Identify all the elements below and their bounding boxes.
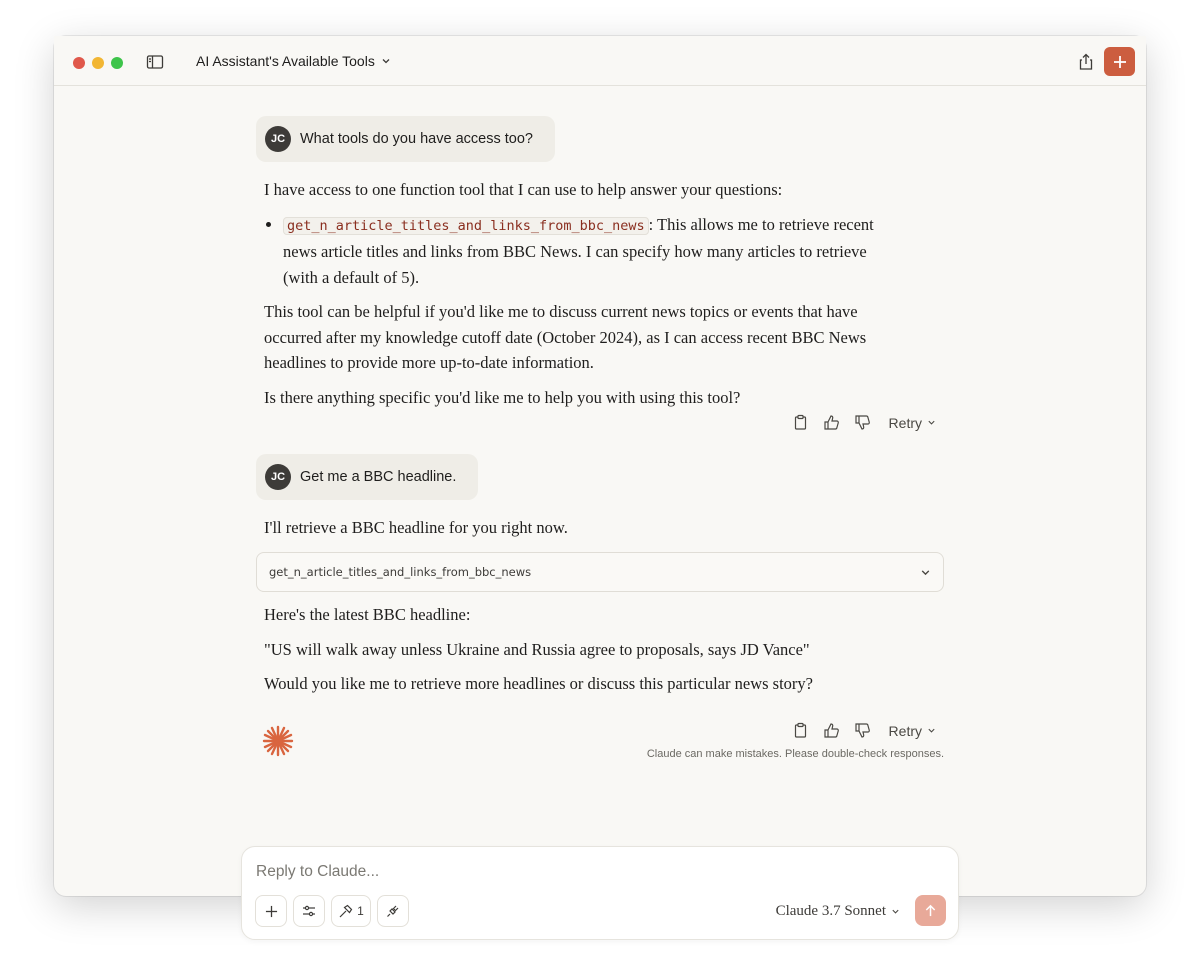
thumbs-down-icon[interactable] [854, 722, 871, 739]
plug-icon [386, 904, 400, 918]
user-message-text: What tools do you have access too? [300, 131, 533, 147]
retry-button[interactable] [889, 723, 936, 739]
disclaimer-text: Claude can make mistakes. Please double-check responses. [646, 748, 944, 760]
tools-button[interactable] [331, 895, 371, 927]
thumbs-up-icon[interactable] [823, 414, 840, 431]
chevron-down-icon [927, 418, 936, 427]
assistant-message [264, 177, 904, 419]
maximize-window-button[interactable] [111, 57, 123, 69]
thumbs-down-icon[interactable] [854, 414, 871, 431]
list-item [283, 212, 904, 291]
reply-input[interactable] [256, 863, 856, 881]
assistant-paragraph: Here's the latest BBC headline: [264, 605, 471, 624]
retry-label: Retry [888, 722, 922, 739]
list-item-text: : This allows me to retrieve recent news article titles and links from BBC News. I can specify how many articles to retrieve (with a default of 5). [283, 214, 874, 287]
assistant-paragraph: I'll retrieve a BBC headline for you right now. [264, 518, 568, 537]
app-window [54, 36, 1146, 919]
settings-button[interactable] [293, 895, 325, 927]
new-chat-button[interactable] [1104, 47, 1135, 76]
thumbs-up-icon[interactable] [823, 722, 840, 739]
model-name: Claude 3.7 Sonnet [775, 903, 886, 919]
chevron-down-icon [891, 907, 900, 916]
send-button[interactable] [915, 895, 946, 926]
avatar: JC [265, 464, 291, 490]
assistant-message-continued [264, 602, 904, 706]
assistant-paragraph: Is there anything specific you'd like me to help you with using this tool? [264, 387, 741, 407]
user-message-text: Get me a BBC headline. [300, 469, 457, 485]
chevron-down-icon [927, 726, 936, 735]
share-icon[interactable] [1076, 52, 1096, 72]
assistant-message [264, 515, 904, 550]
chevron-down-icon [381, 53, 391, 69]
minimize-window-button[interactable] [92, 57, 104, 69]
assistant-paragraph: Would you like me to retrieve more headlines or discuss this particular news story? [264, 674, 813, 693]
tool-call-name: get_n_article_titles_and_links_from_bbc_news [269, 565, 532, 579]
tool-call-expander[interactable] [256, 552, 944, 592]
model-selector[interactable] [776, 903, 900, 920]
conversation-area [54, 87, 1146, 919]
tools-count: 1 [357, 904, 364, 918]
plus-icon [265, 905, 278, 918]
headline-text: "US will walk away unless Ukraine and Russia agree to proposals, says JD Vance" [264, 639, 810, 659]
conversation-title: AI Assistant's Available Tools [196, 53, 375, 69]
close-window-button[interactable] [73, 57, 85, 69]
assistant-paragraph: This tool can be helpful if you'd like me to discuss current news topics or events that have occurred after my knowledge cutoff date (October 2024), as I can access recent BBC News headlines to provide more up-to-date information. [264, 302, 867, 372]
plus-icon [1113, 55, 1127, 69]
hammer-icon [338, 904, 353, 919]
composer [241, 846, 959, 940]
inline-code: get_n_article_titles_and_links_from_bbc_news [283, 217, 649, 235]
user-message [256, 116, 555, 162]
arrow-up-icon [924, 904, 937, 917]
message-actions [792, 414, 936, 431]
sliders-icon [302, 904, 316, 918]
add-attachment-button[interactable] [255, 895, 287, 927]
avatar: JC [265, 126, 291, 152]
user-message [256, 454, 478, 500]
title-bar [54, 36, 1146, 86]
copy-icon[interactable] [792, 414, 809, 431]
copy-icon[interactable] [792, 722, 809, 739]
chevron-down-icon [920, 567, 931, 578]
assistant-paragraph: I have access to one function tool that I can use to help answer your questions: [264, 180, 783, 199]
integrations-button[interactable] [377, 895, 409, 927]
message-actions [792, 722, 936, 739]
retry-button[interactable] [889, 415, 936, 431]
sidebar-toggle-icon[interactable] [146, 53, 164, 71]
retry-label: Retry [888, 414, 922, 431]
claude-logo-icon [262, 725, 294, 757]
conversation-title-dropdown[interactable] [196, 53, 391, 69]
